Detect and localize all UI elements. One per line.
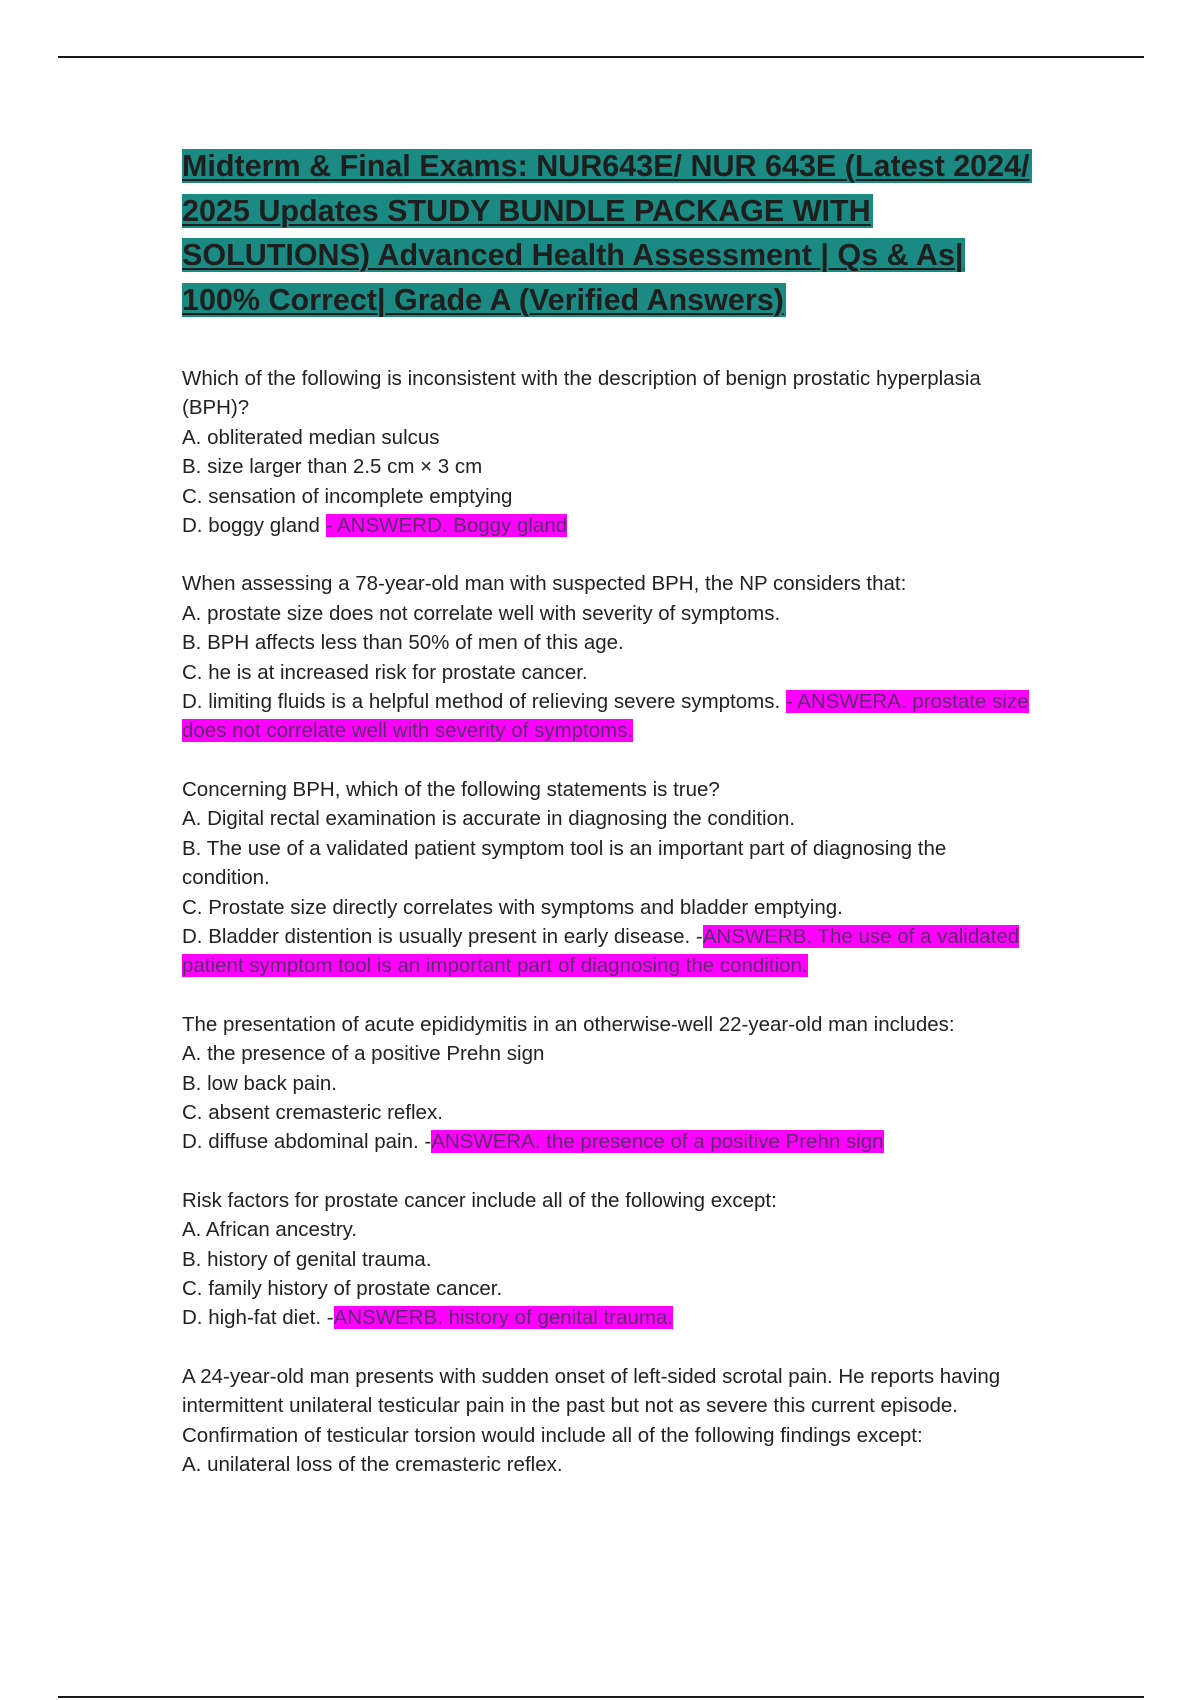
answer-option: C. sensation of incomplete emptying — [182, 484, 513, 508]
correct-answer-highlight: - ANSWERA. prostate size does not correlate well with severity of symptoms. — [182, 690, 1029, 743]
question-stem: Risk factors for prostate cancer include all of the following except: — [182, 1188, 777, 1212]
question-stem: A 24-year-old man presents with sudden onset of left-sided scrotal pain. He reports having intermittent unilateral testicular pain in the past but not as severe this current episode. Confirmation of testicular torsion would include all of the following findings except: — [182, 1364, 1001, 1447]
correct-answer-highlight: - ANSWERD. Boggy gland — [325, 514, 568, 538]
correct-answer-highlight: ANSWERB. history of genital trauma. — [333, 1306, 674, 1330]
option-text: D. boggy gland — [182, 514, 326, 538]
answer-option: A. unilateral loss of the cremasteric reflex. — [182, 1453, 563, 1476]
answer-option-last — [182, 1127, 1032, 1156]
answer-option: C. Prostate size directly correlates with symptoms and bladder emptying. — [182, 895, 843, 919]
question-block — [182, 1362, 1032, 1480]
question-stem: Concerning BPH, which of the following statements is true? — [182, 777, 720, 801]
option-text: D. high-fat diet. - — [182, 1306, 334, 1330]
correct-answer-highlight: ANSWERA. the presence of a positive Prehn sign — [431, 1130, 884, 1154]
option-text: D. diffuse abdominal pain. - — [182, 1130, 432, 1154]
option-text: D. limiting fluids is a helpful method of relieving severe symptoms. — [182, 690, 786, 714]
answer-option: A. obliterated median sulcus — [182, 425, 440, 449]
top-rule — [58, 56, 1144, 58]
option-text: D. Bladder distention is usually present in early disease. - — [182, 924, 703, 948]
question-stem: The presentation of acute epididymitis in an otherwise-well 22-year-old man includes: — [182, 1012, 955, 1036]
answer-option: A. the presence of a positive Prehn sign — [182, 1042, 545, 1066]
answer-option: C. he is at increased risk for prostate cancer. — [182, 660, 588, 684]
answer-option: B. history of genital trauma. — [182, 1247, 432, 1271]
document-body — [182, 144, 1032, 1508]
question-block — [182, 1010, 1032, 1157]
question-block — [182, 364, 1032, 540]
answer-option-last — [182, 922, 1032, 981]
answer-option: B. BPH affects less than 50% of men of this age. — [182, 631, 624, 655]
title-text: Midterm & Final Exams: NUR643E/ NUR 643E (Latest 2024/ 2025 Updates STUDY BUNDLE PACKAGE WITH SOLUTIONS) Advanced Health Assessment | Qs & As| 100% Correct| Grade A (Verified Answers) — [182, 149, 1030, 317]
correct-answer-highlight: ANSWERB. The use of a validated patient symptom tool is an important part of diagnosing the condition. — [182, 924, 1020, 978]
answer-option: B. The use of a validated patient symptom tool is an important part of diagnosing the condition. — [182, 836, 947, 890]
question-block — [182, 569, 1032, 745]
answer-option-last — [182, 511, 1032, 540]
question-stem: Which of the following is inconsistent with the description of benign prostatic hyperplasia (BPH)? — [182, 367, 981, 420]
answer-option: B. size larger than 2.5 cm × 3 cm — [182, 455, 483, 479]
document-title — [182, 144, 1032, 322]
answer-option: A. African ancestry. — [182, 1218, 358, 1242]
answer-option: C. family history of prostate cancer. — [182, 1276, 503, 1300]
question-block — [182, 1186, 1032, 1333]
answer-option-last — [182, 1303, 1032, 1332]
bottom-rule — [58, 1696, 1144, 1698]
question-stem: When assessing a 78-year-old man with suspected BPH, the NP considers that: — [182, 572, 907, 596]
answer-option: A. prostate size does not correlate well with severity of symptoms. — [182, 601, 781, 625]
answer-option: C. absent cremasteric reflex. — [182, 1100, 443, 1124]
answer-option: A. Digital rectal examination is accurate in diagnosing the condition. — [182, 807, 796, 831]
answer-option-last — [182, 687, 1032, 746]
answer-option: B. low back pain. — [182, 1071, 337, 1095]
question-block — [182, 775, 1032, 981]
